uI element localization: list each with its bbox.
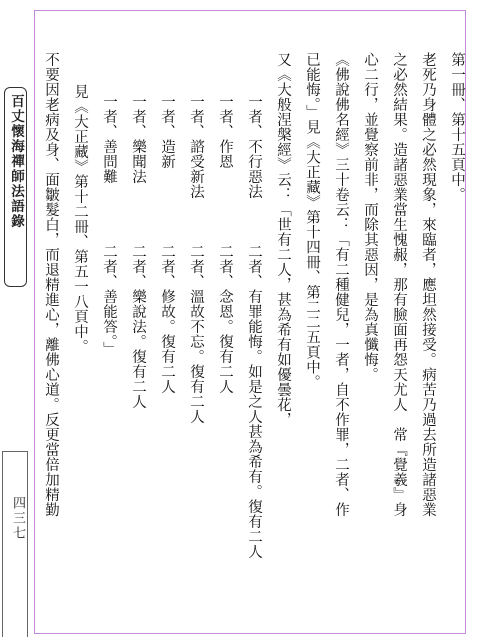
pair-1-first: 一者、不行惡法 (246, 94, 262, 199)
pair-4-first: 一者、造新 (159, 94, 175, 169)
pair-6-first: 一者、善問難 (101, 94, 117, 184)
pair-1-second: 二者、有罪能悔。如是之人甚為希有。復有二人 (246, 244, 262, 559)
page-number-box (2, 451, 28, 637)
text-column-3: 之必然結果。造諸惡業當生愧赧，那有臉面再怨天尤人 常『覺羲』身 (391, 52, 407, 517)
pair-5-second: 二者、樂說法。復有二人 (130, 244, 146, 409)
text-column-1: 第一冊、第十五頁中。 (449, 52, 465, 202)
page-number: 四三七 (10, 496, 25, 541)
text-column-2: 老死乃身體之必然現象，來臨者，應坦然接受。病苦乃過去所造諸惡業 (420, 52, 436, 517)
text-column-8: 見《大正藏》第十二冊、第五一八頁中。 (72, 84, 88, 354)
book-title: 百丈懷海禪師法語錄 (8, 94, 24, 229)
pair-5-first: 一者、樂聞法 (130, 94, 146, 184)
book-title-tab (4, 87, 27, 287)
pair-6-second: 二者、善能答。」 (101, 244, 117, 357)
text-column-4: 心二行，並覺察前非，而除其惡因，是為真懺悔。 (362, 52, 378, 382)
pair-2-first: 一者、作恩 (217, 94, 233, 169)
pair-3-first: 一者、諮受新法 (188, 94, 204, 199)
pair-3-second: 二者、溫故不忘。復有二人 (188, 244, 204, 424)
text-column-7: 又《大般涅槃經》云：「世有二人，甚為希有如優曇花， (275, 52, 291, 427)
text-column-9: 不要因老病及身、面皺髮白，而退精進心，離佛心道。反更當倍加精勤 (43, 52, 59, 517)
text-column-5: 《佛說佛名經》三十卷云：「有二種健兒，一者，自不作罪，二者、作 (333, 52, 349, 517)
pair-2-second: 二者、念恩。復有二人 (217, 244, 233, 394)
text-column-6: 已能悔。」見《大正藏》第十四冊、第二二五頁中。 (304, 52, 320, 390)
pair-4-second: 二者、修故。復有二人 (159, 244, 175, 394)
